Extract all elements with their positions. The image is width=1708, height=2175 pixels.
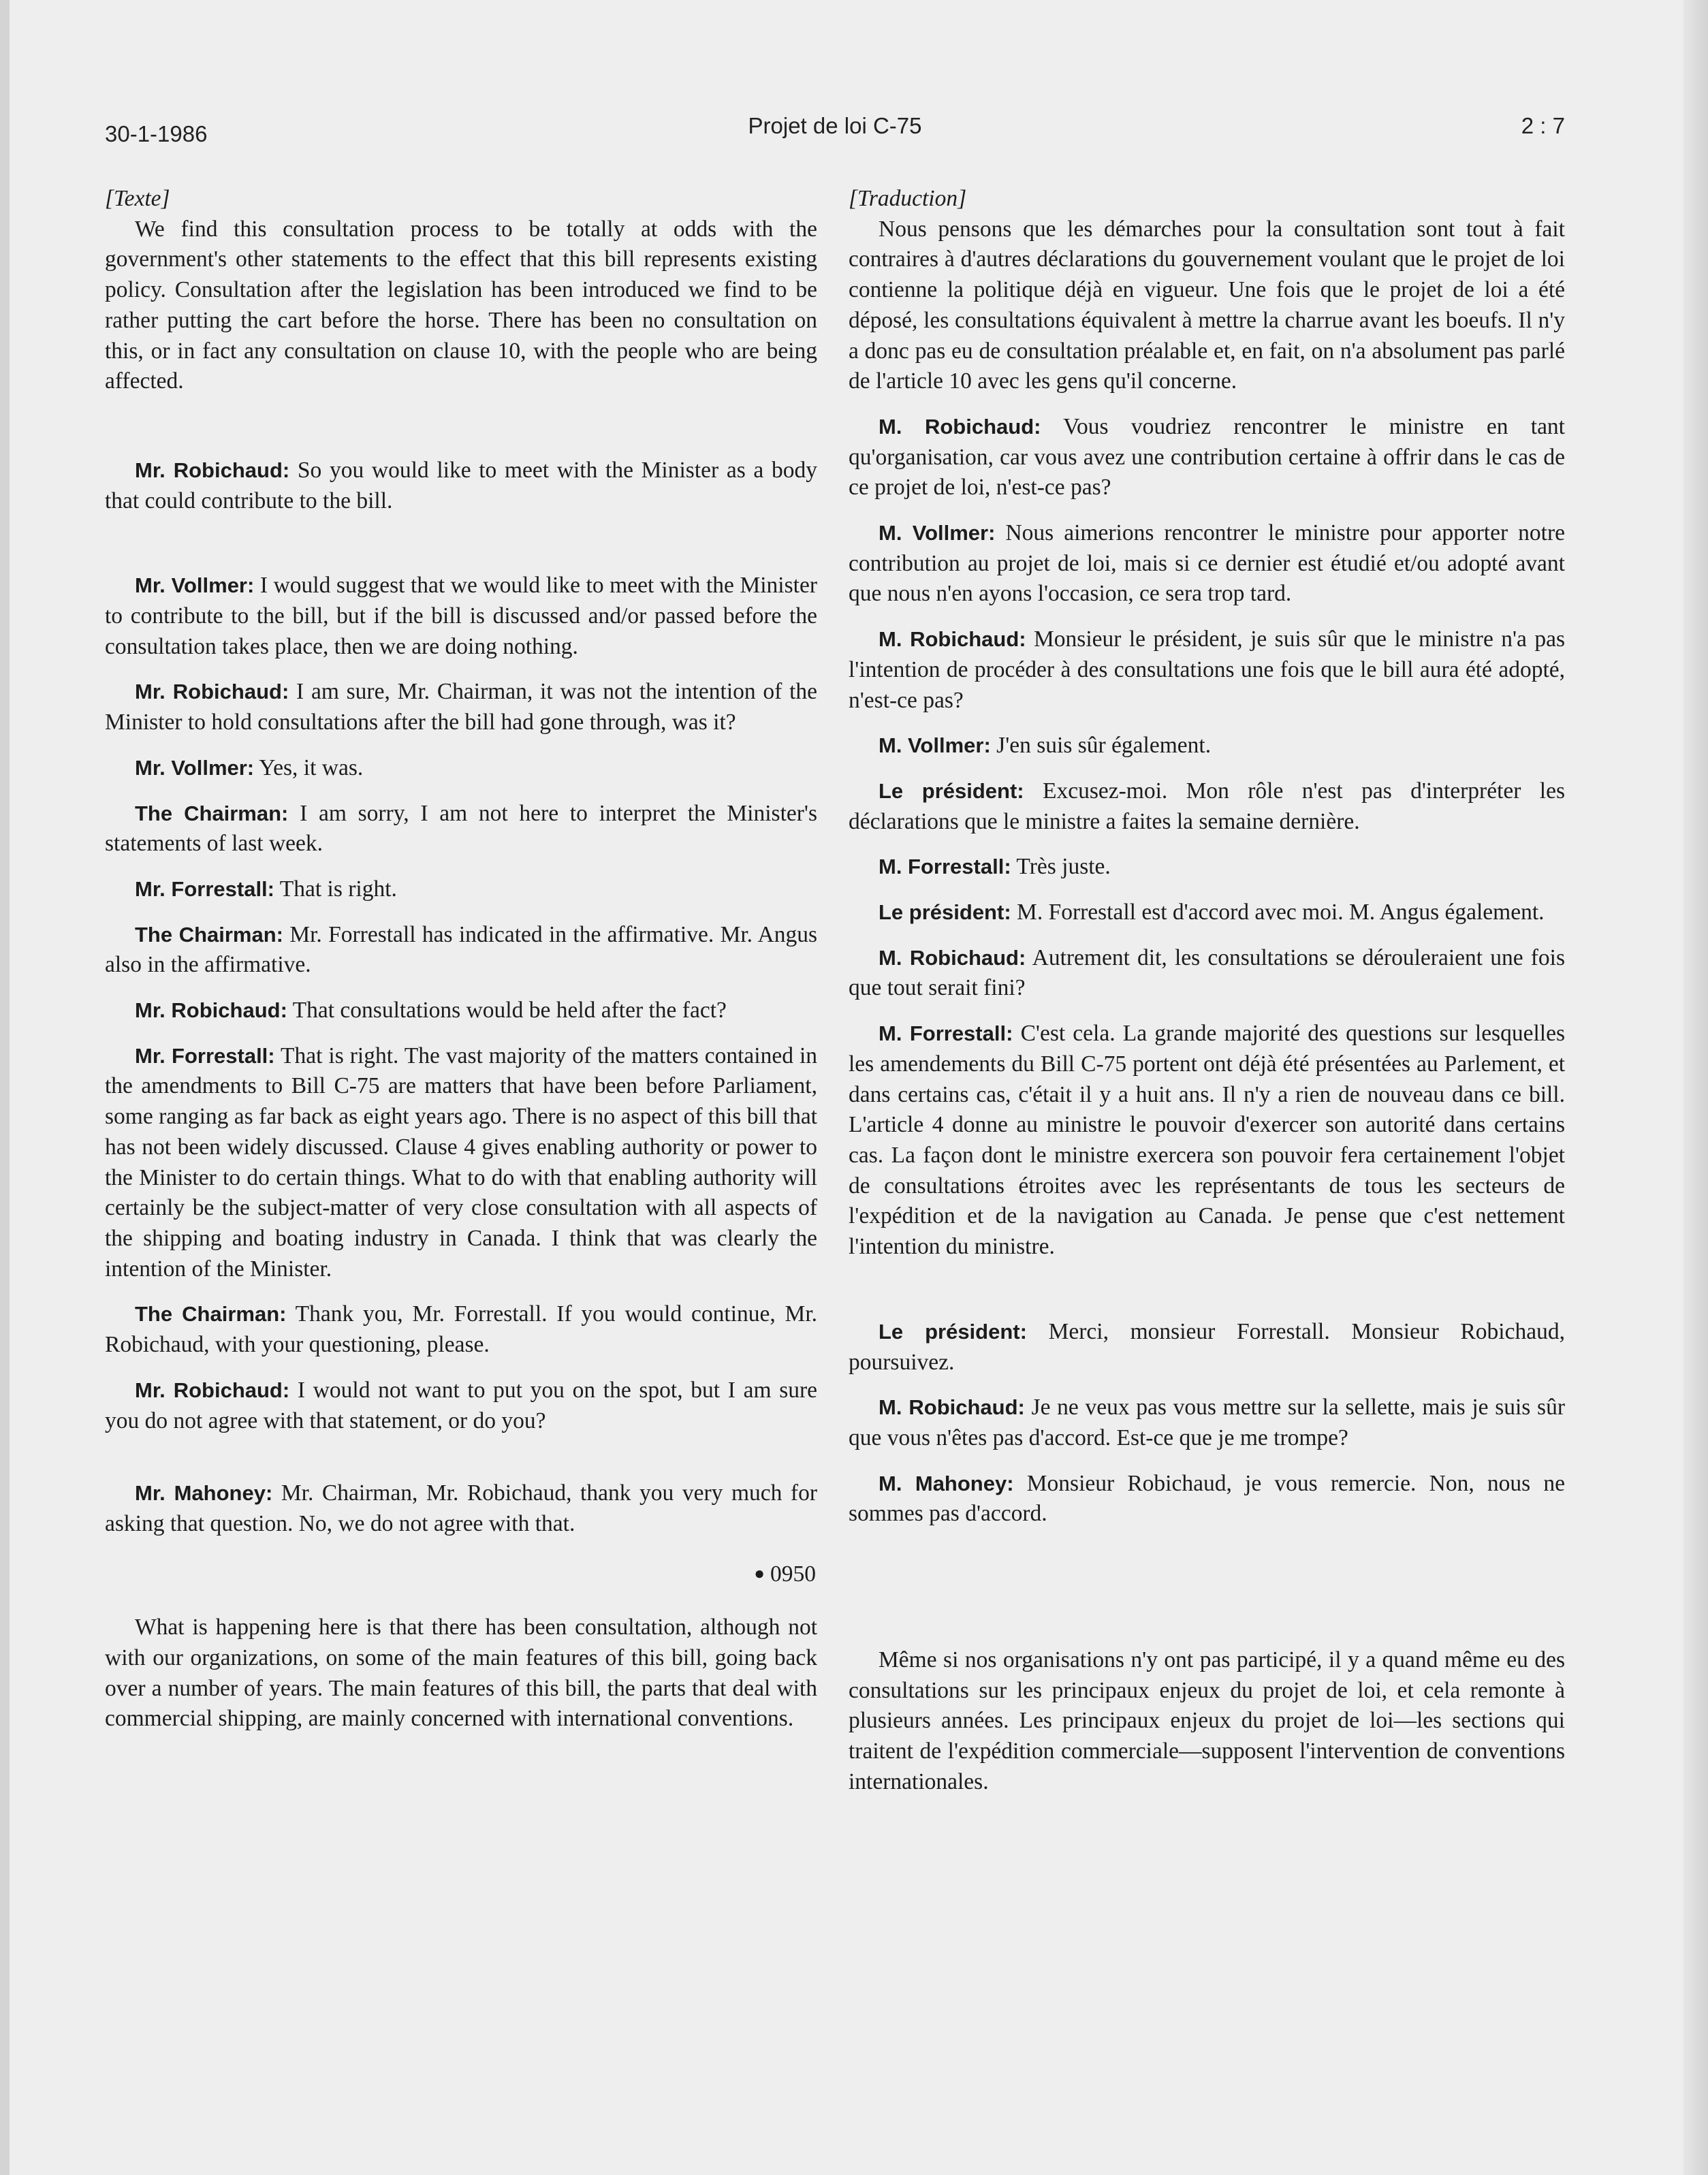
speech-text: Monsieur le président, je suis sûr que le ministre n'a pas l'intention de procéder à des consultations une fois que le bill aura été adopté, n'est-ce pas? <box>849 626 1565 713</box>
paragraph: Même si nos organisations n'y ont pas participé, il y a quand même eu des consultations sur les principaux enjeux du projet de loi, et cela remonte à plusieurs années. Les principaux enjeux du projet de loi—les sections qui traitent de l'expédition commerciale—supposent l'intervention de conventions internationales. <box>849 1647 1565 1794</box>
speech-text: That is right. <box>274 876 397 902</box>
speech-text: Thank you, Mr. Forrestall. If you would continue, Mr. Robichaud, with your questioning, please. <box>105 1301 818 1358</box>
speech-text: So you would like to meet with the Minister as a body that could contribute to the bill. <box>105 457 817 513</box>
header-title: Projet de loi C-75 <box>748 113 922 138</box>
speech-paragraph <box>105 1299 817 1360</box>
speech-paragraph <box>105 456 817 516</box>
speech-text: That consultations would be held after the fact? <box>287 998 727 1023</box>
speech-paragraph <box>849 776 1565 837</box>
speaker-name: Le président: <box>879 778 1024 803</box>
speaker-name: Mr. Forrestall: <box>135 1043 275 1068</box>
scan-edge-left <box>0 0 10 2175</box>
speech-text: Merci, monsieur Forrestall. Monsieur Robichaud, poursuivez. <box>849 1318 1565 1375</box>
paragraph: We find this consultation process to be totally at odds with the government's other statements to the effect that this bill represents existing policy. Consultation after the legislation has been introduced we find to be rather putting the cart before the horse. There has been no consultation on this, or in fact any consultation on clause 10, with the people who are being affected. <box>105 216 817 394</box>
speaker-name: M. Robichaud: <box>879 627 1026 652</box>
speech-text: Je ne veux pas vous mettre sur la sellette, mais je suis sûr que vous n'êtes pas d'accord. Est-ce que je me trompe? <box>849 1395 1565 1450</box>
speech-text: I would not want to put you on the spot, but I am sure you do not agree with that statement, or do you? <box>105 1377 818 1433</box>
speech-paragraph <box>849 852 1565 883</box>
paragraph: What is happening here is that there has been consultation, although not with our organizations, on some of the main features of this bill, going back over a number of years. The main features of this bill, the parts that deal with commercial shipping, are mainly concerned with international conventions. <box>105 1615 817 1732</box>
speaker-name: Mr. Forrestall: <box>135 876 274 901</box>
speech-paragraph <box>849 1019 1565 1263</box>
speech-paragraph <box>105 799 817 859</box>
speech-paragraph <box>849 1317 1565 1378</box>
speaker-name: Le président: <box>879 1319 1027 1344</box>
speaker-name: Le président: <box>879 900 1011 925</box>
speaker-name: M. Forrestall: <box>879 855 1011 879</box>
speaker-name: Mr. Vollmer: <box>135 755 255 780</box>
speaker-name: M. Vollmer: <box>879 733 991 758</box>
scan-edge-right <box>1683 0 1708 2175</box>
speaker-name: M. Robichaud: <box>879 1395 1025 1420</box>
speech-text: Vous voudriez rencontrer le ministre en tant qu'organisation, car vous avez une contribution certaine à offrir dans le cas de ce projet de loi, n'est-ce pas? <box>849 413 1565 501</box>
speech-text: Nous aimerions rencontrer le ministre pour apporter notre contribution au projet de loi, mais si ce dernier est étudié et/ou adopté avant que nous n'en ayons l'occasion, ce sera trop tard. <box>849 520 1566 607</box>
speech-text: That is right. The vast majority of the matters contained in the amendments to Bill C-75 are matters that have been before Parliament, some ranging as far back as eight years ago. There is no aspect of this bill that has not been widely discussed. Clause 4 gives enabling authority or power to the Minister to do certain things. What to do with that enabling authority will certainly be the subject-matter of very close consultation with all aspects of the shipping and boating industry in Canada. I think that was clearly the intention of the Minister. <box>105 1043 817 1282</box>
english-column <box>105 184 817 1749</box>
speech-paragraph <box>849 518 1565 609</box>
speech-paragraph <box>105 1478 817 1539</box>
section-label: [Traduction] <box>849 186 967 211</box>
speech-text: Mr. Chairman, Mr. Robichaud, thank you very much for asking that question. No, we do not agree with that. <box>105 1480 817 1536</box>
speech-paragraph <box>849 898 1565 928</box>
french-column <box>849 184 1565 1813</box>
speech-paragraph <box>105 1376 817 1436</box>
speech-text: I am sorry, I am not here to interpret the Minister's statements of last week. <box>105 800 817 857</box>
time-marker <box>105 1559 817 1590</box>
speech-text: M. Forrestall est d'accord avec moi. M. Angus également. <box>1011 900 1545 925</box>
speaker-name: Mr. Robichaud: <box>135 680 289 704</box>
speaker-name: The Chairman: <box>135 922 283 947</box>
speech-paragraph <box>849 412 1565 503</box>
speech-text: Très juste. <box>1011 854 1111 880</box>
page-header <box>105 113 1565 147</box>
speech-paragraph <box>849 1393 1565 1453</box>
paragraph: Nous pensons que les démarches pour la consultation sont tout à fait contraires à d'autres déclarations du gouvernement voulant que le projet de loi contienne la politique déjà en vigueur. Une fois que le projet de loi a été déposé, les consultations équivalent à mettre la charrue avant les boeufs. Il n'y a donc pas eu de consultation préalable et, en fait, on n'a absolument pas parlé de l'article 10 avec les gens qu'il concerne. <box>849 216 1565 394</box>
speech-paragraph <box>849 624 1565 716</box>
speaker-name: Mr. Robichaud: <box>135 1378 290 1402</box>
speaker-name: Mr. Vollmer: <box>135 573 255 598</box>
time-marker-value: 0950 <box>770 1561 816 1587</box>
speech-paragraph <box>849 943 1565 1004</box>
speaker-name: Mr. Mahoney: <box>135 1481 273 1506</box>
section-label: [Texte] <box>105 186 170 211</box>
speech-paragraph <box>105 677 817 737</box>
speaker-name: The Chairman: <box>135 801 289 825</box>
speech-text: Monsieur Robichaud, je vous remercie. Non, nous ne sommes pas d'accord. <box>849 1470 1565 1527</box>
speech-paragraph <box>105 920 817 981</box>
speech-paragraph <box>849 731 1565 761</box>
speech-text: Excusez-moi. Mon rôle n'est pas d'interpréter les déclarations que le ministre a faites la semaine dernière. <box>849 778 1565 834</box>
bullet-icon: ● <box>754 1563 765 1583</box>
speech-text: C'est cela. La grande majorité des questions sur lesquelles les amendements du Bill C-75 portent ont déjà été présentées au Parlement, et dans certains cas, c'était il y a huit ans. Il n'y a rien de nouveau dans ce bill. L'article 4 donne au ministre le pouvoir d'exercer son autorité dans certains cas. La façon dont le ministre exercera son pouvoir fera certainement l'objet de consultations étroites avec les représentants de tous les secteurs de l'expédition et de la navigation au Canada. Je pense que c'est nettement l'intention du ministre. <box>849 1021 1565 1260</box>
speech-text: J'en suis sûr également. <box>990 733 1212 759</box>
speaker-name: The Chairman: <box>135 1302 287 1327</box>
speaker-name: M. Robichaud: <box>879 945 1026 970</box>
speech-text: I am sure, Mr. Chairman, it was not the intention of the Minister to hold consultations after the bill had gone through, was it? <box>105 679 818 735</box>
speech-paragraph <box>105 571 817 662</box>
header-page-number: 2 : 7 <box>1521 113 1565 138</box>
speech-text: Yes, it was. <box>254 755 364 780</box>
speech-paragraph <box>105 753 817 784</box>
speaker-name: Mr. Robichaud: <box>135 998 287 1023</box>
speech-text: Mr. Forrestall has indicated in the affirmative. Mr. Angus also in the affirmative. <box>105 921 818 978</box>
header-date: 30-1-1986 <box>105 121 208 146</box>
speaker-name: M. Forrestall: <box>879 1021 1013 1046</box>
speaker-name: M. Mahoney: <box>879 1471 1014 1495</box>
speech-paragraph <box>105 874 817 905</box>
speech-text: I would suggest that we would like to meet with the Minister to contribute to the bill, but if the bill is discussed and/or passed before the consultation takes place, then we are doing nothing. <box>105 573 817 659</box>
speech-text: Autrement dit, les consultations se dérouleraient une fois que tout serait fini? <box>849 944 1565 1001</box>
speaker-name: M. Vollmer: <box>879 521 996 545</box>
speech-paragraph <box>105 996 817 1026</box>
speech-paragraph <box>849 1469 1565 1529</box>
speech-paragraph <box>105 1041 817 1285</box>
speaker-name: Mr. Robichaud: <box>135 458 290 482</box>
speaker-name: M. Robichaud: <box>879 414 1041 439</box>
